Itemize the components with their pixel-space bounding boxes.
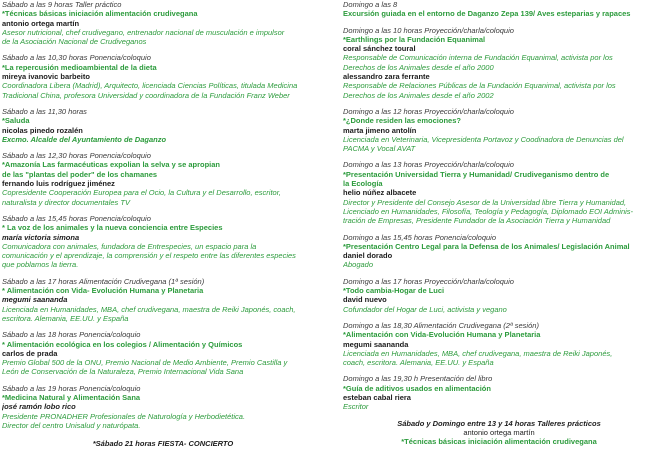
schedule-event xyxy=(343,277,655,314)
schedule-event xyxy=(2,151,324,207)
event-bio: Copresidente Cooperación Europea para el Ocio, la Cultura y el Desarrollo, escritor, xyxy=(2,188,281,198)
event-bio: Responsable de Relaciones Públicas de la Fundación Equanimal, activista por los xyxy=(343,81,616,91)
event-speaker: alessandro zara ferrante xyxy=(343,72,430,82)
event-title: * Alimentación ecológica en los colegios / Alimentación y Químicos xyxy=(2,339,243,349)
event-bio: naturalista y director documentales TV xyxy=(2,197,130,207)
schedule-event xyxy=(2,53,324,99)
event-title: *Todo cambia-Hogar de Luci xyxy=(343,286,445,296)
event-time: Domingo a las 15,45 horas Ponencia/coloquio xyxy=(343,232,497,242)
event-bio: tración de Empresas, Presidente Fundador de la Asociación Tierra y Humanidad xyxy=(343,216,611,226)
event-title: *Guía de aditivos usados en alimentación xyxy=(343,383,491,393)
event-speaker: carlos de prada xyxy=(2,348,58,358)
event-speaker: coral sánchez toural xyxy=(343,44,416,54)
event-bio: Director del centro Unisalud y naturópata. xyxy=(2,420,141,430)
event-time: Sábado a las 9 horas Taller práctico xyxy=(2,0,122,9)
event-bio: Abogado xyxy=(343,260,374,270)
event-speaker: esteban cabal riera xyxy=(343,392,411,402)
event-bio: escritora. Alemania, EE.UU. y España xyxy=(2,313,129,323)
event-time: Domingo a las 8 xyxy=(343,0,398,9)
event-bio: Licenciada en Veterinaria, Vicepresidenta Portavoz y Coodinadora de Denuncias del xyxy=(343,134,624,144)
event-speaker: fernando luis rodríguez jiménez xyxy=(2,179,115,189)
concert-note: *Sábado 21 horas FIESTA- CONCIERTO xyxy=(92,439,234,449)
event-bio: Derechos de los Animales desde el año 2002 xyxy=(343,90,494,100)
event-title-cont: la Ecología xyxy=(343,179,383,189)
event-title: *Earthlings por la Fundación Equanimal xyxy=(343,34,486,44)
event-speaker: josé ramón lobo rico xyxy=(2,402,76,412)
event-speaker: marta jimeno antolín xyxy=(343,125,417,135)
workshop-note xyxy=(343,419,655,447)
workshop-headline: *Técnicas básicas iniciación alimentación crudivegana xyxy=(401,437,597,447)
event-bio: de la Asociación Nacional de Crudiveganos xyxy=(2,37,147,47)
event-bio: Licenciada en Humanidades, MBA, chef crudivegana, maestra de Reiki Japonés, xyxy=(343,348,613,358)
schedule-event xyxy=(2,0,324,46)
event-time: Domingo a las 13 horas Proyección/charla/coloquio xyxy=(343,160,514,170)
event-title: Excursión guiada en el entorno de Daganzo Zepa 139/ Aves esteparias y rapaces xyxy=(343,9,631,19)
event-bio: Asesor nutricional, chef crudivegano, entrenador nacional de musculación e impulsor xyxy=(2,27,285,37)
event-time: Sábado a las 17 horas Alimentación Crudivegana (1ª sesión) xyxy=(2,276,205,286)
event-speaker: mireya ivanovic barbeito xyxy=(2,72,90,82)
event-bio: Licenciada en Humanidades, MBA, chef crudivegana, maestra de Reiki Japonés, coach, xyxy=(2,304,296,314)
schedule-event xyxy=(343,107,655,153)
event-title: *La repercusión medioambiental de la dieta xyxy=(2,62,157,72)
event-bio: Coordinadora Libera (Madrid), Arquitecto, licenciada Ciencias Políticas, titulada Medicina xyxy=(2,81,298,91)
event-time: Domingo a las 12 horas Proyección/charla/coloquio xyxy=(343,106,514,116)
event-title: *Saluda xyxy=(2,116,30,126)
event-bio: Responsable de Comunicación interna de Fundación Equanimal, activista por los xyxy=(343,53,613,63)
event-bio: Premio Global 500 de la ONU, Premio Nacional de Medio Ambiente, Premio Castilla y xyxy=(2,358,288,368)
event-speaker: maría victoria simona xyxy=(2,232,80,242)
event-speaker: helio núñez albacete xyxy=(343,188,417,198)
event-bio: Derechos de los Animales desde el año 2000 xyxy=(343,62,494,72)
event-bio: Escritor xyxy=(343,402,369,412)
sunday-column xyxy=(343,0,655,446)
event-time: Domingo a las 10 horas Proyección/charla/coloquio xyxy=(343,25,514,35)
event-time: Sábado a las 10,30 horas Ponencia/coloquio xyxy=(2,53,151,63)
event-speaker: daniel dorado xyxy=(343,251,393,261)
event-speaker: megumi saananda xyxy=(2,295,68,305)
saturday-column xyxy=(2,0,324,448)
schedule-event xyxy=(343,321,655,367)
event-speaker: megumi saananda xyxy=(343,339,409,349)
event-bio: Cofundador del Hogar de Luci, activista y vegano xyxy=(343,304,507,314)
schedule-event xyxy=(2,330,324,376)
schedule-event xyxy=(2,277,324,323)
event-bio: que poblamos la tierra. xyxy=(2,260,79,270)
event-title: *Presentación Centro Legal para la Defensa de los Animales/ Legislación Animal xyxy=(343,241,630,251)
event-title: * La voz de los animales y la nueva conciencia entre Especies xyxy=(2,223,223,233)
event-bio: Excmo. Alcalde del Ayuntamiento de Daganzo xyxy=(2,134,167,144)
event-bio: PACMA y Vocal AVAT xyxy=(343,144,416,154)
event-speaker: david nuevo xyxy=(343,295,387,305)
event-time: Sábado a las 15,45 horas Ponencia/coloquio xyxy=(2,213,151,223)
schedule-event xyxy=(343,0,655,19)
event-bio: Licenciado en Humanidades, Filosofía, Teología y Pedagogía, Diplomado EOI Adminis- xyxy=(343,206,634,216)
event-title: *Alimentación con Vida-Evolución Humana y Planetaria xyxy=(343,330,541,340)
schedule-event xyxy=(2,384,324,430)
event-title: *Técnicas básicas iniciación alimentación crudivegana xyxy=(2,9,198,19)
event-time: Domingo a las 19,30 h Presentación del libro xyxy=(343,374,493,384)
event-bio: Director y Presidente del Consejo Asesor de la Universidad libre Tierra y Humanidad, xyxy=(343,197,627,207)
event-time: Sábado a las 19 horas Ponencia/coloquio xyxy=(2,383,141,393)
event-time: Domingo a las 17 horas Proyección/charla/coloquio xyxy=(343,276,514,286)
event-title: *¿Donde residen las emociones? xyxy=(343,116,461,126)
event-speaker: antonio ortega martín xyxy=(2,18,80,28)
event-time: Sábado a las 18 horas Ponencia/coloquio xyxy=(2,330,141,340)
event-bio: León de Conservación de la Naturaleza, Premio Internacional Vida Sana xyxy=(2,367,244,377)
event-bio: Presidente PRONADHER Profesionales de Naturología y Herbodietética. xyxy=(2,411,246,421)
event-title: *Medicina Natural y Alimentación Sana xyxy=(2,392,141,402)
schedule-event xyxy=(343,160,655,225)
event-time: Domingo a las 18,30 Alimentación Crudivegana (2ª sesión) xyxy=(343,320,539,330)
schedule-event xyxy=(343,374,655,411)
event-bio: Tradicional China, profesora Universidad y coordinadora de la Fundación Franz Weber xyxy=(2,90,290,100)
event-bio: comunicación y el aprendizaje, la comprensión y el respeto entre las diferentes especies xyxy=(2,251,296,261)
event-speaker: nicolas pinedo rozalén xyxy=(2,125,83,135)
workshop-title: Sábado y Domingo entre 13 y 14 horas Talleres prácticos xyxy=(397,418,601,428)
event-bio: Comunicadora con animales, fundadora de Entrespecies, un espacio para la xyxy=(2,241,257,251)
event-time: Sábado a las 11,30 horas xyxy=(2,106,87,116)
schedule-event xyxy=(343,26,655,100)
event-title: * Alimentación con Vida- Evolución Humana y Planetaria xyxy=(2,286,204,296)
event-title: *Amazonía Las farmacéuticas expolian la selva y se apropian xyxy=(2,160,221,170)
schedule-event xyxy=(2,214,324,270)
schedule-event xyxy=(2,107,324,144)
event-title-cont: de las "plantas del poder" de los chamanes xyxy=(2,169,158,179)
event-bio: coach, escritora. Alemania, EE.UU. y España xyxy=(343,358,494,368)
schedule-event xyxy=(343,233,655,270)
event-title: *Presentación Universidad Tierra y Humanidad/ Crudiveganismo dentro de xyxy=(343,169,610,179)
event-time: Sábado a las 12,30 horas Ponencia/coloquio xyxy=(2,151,151,161)
workshop-speaker: antonio ortega martín xyxy=(463,427,535,437)
